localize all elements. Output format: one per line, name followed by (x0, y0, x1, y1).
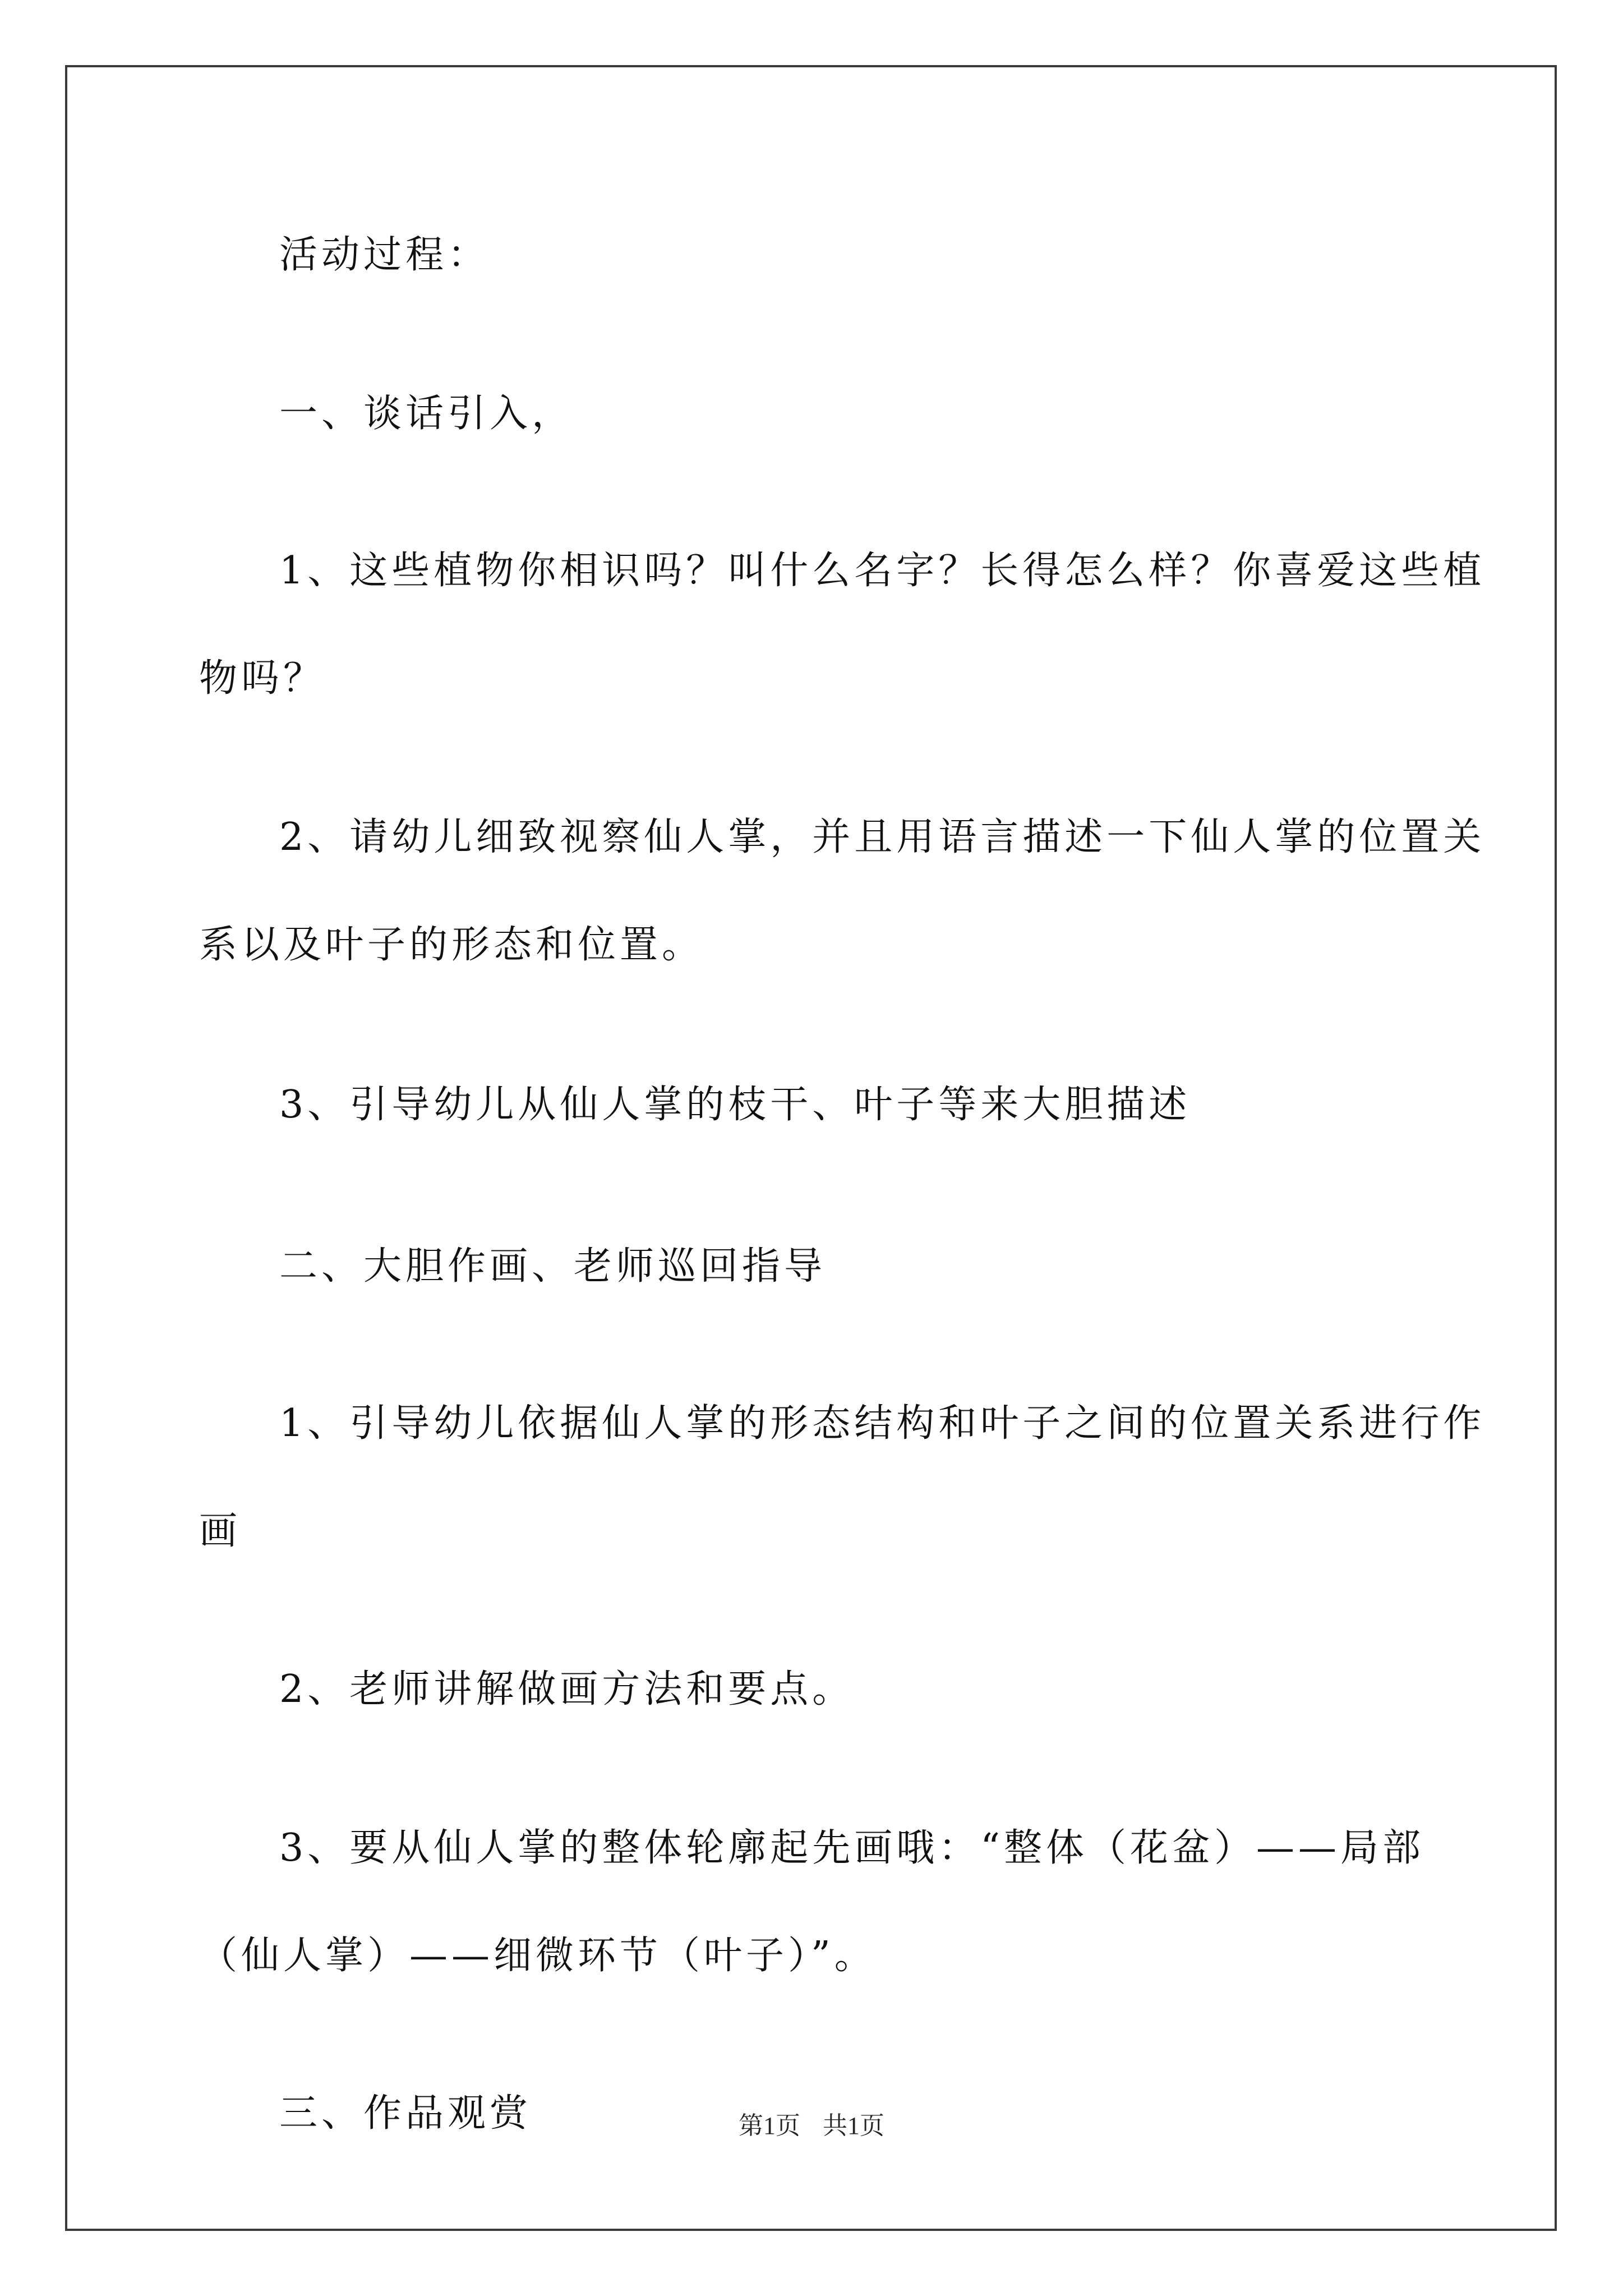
paragraph-line: 1、引导幼儿依据仙人掌的形态结构和叶子之间的位置关系进行作 (279, 1401, 1486, 1446)
page-number-total: 共1页 (823, 2112, 884, 2139)
paragraph-line: 3、要从仙人掌的整体轮廓起先画哦：“整体（花盆）——局部 (279, 1826, 1425, 1870)
paragraph-line: 系以及叶子的形态和位置。 (199, 923, 704, 967)
paragraph-line: 物吗？ (199, 656, 326, 701)
section-heading-1: 一、谈话引入， (279, 392, 574, 436)
paragraph-line: 2、请幼儿细致视察仙人掌，并且用语言描述一下仙人掌的位置关 (279, 815, 1486, 859)
page-number-current: 第1页 (739, 2112, 800, 2139)
paragraph-line: 1、这些植物你相识吗？叫什么名字？长得怎么样？你喜爱这些植 (279, 549, 1486, 593)
section-heading-activity-process: 活动过程： (279, 233, 490, 277)
section-heading-2: 二、大胆作画、老师巡回指导 (279, 1244, 827, 1289)
paragraph-line: 2、老师讲解做画方法和要点。 (279, 1667, 855, 1711)
paragraph-line: 3、引导幼儿从仙人掌的枝干、叶子等来大胆描述 (279, 1083, 1191, 1127)
page-footer (0, 2109, 1623, 2143)
paragraph-line: 画 (199, 1509, 242, 1553)
paragraph-line: （仙人掌）——细微环节（叶子）”。 (199, 1934, 877, 1978)
section-heading-3: 三、作品观赏 (279, 2091, 532, 2136)
